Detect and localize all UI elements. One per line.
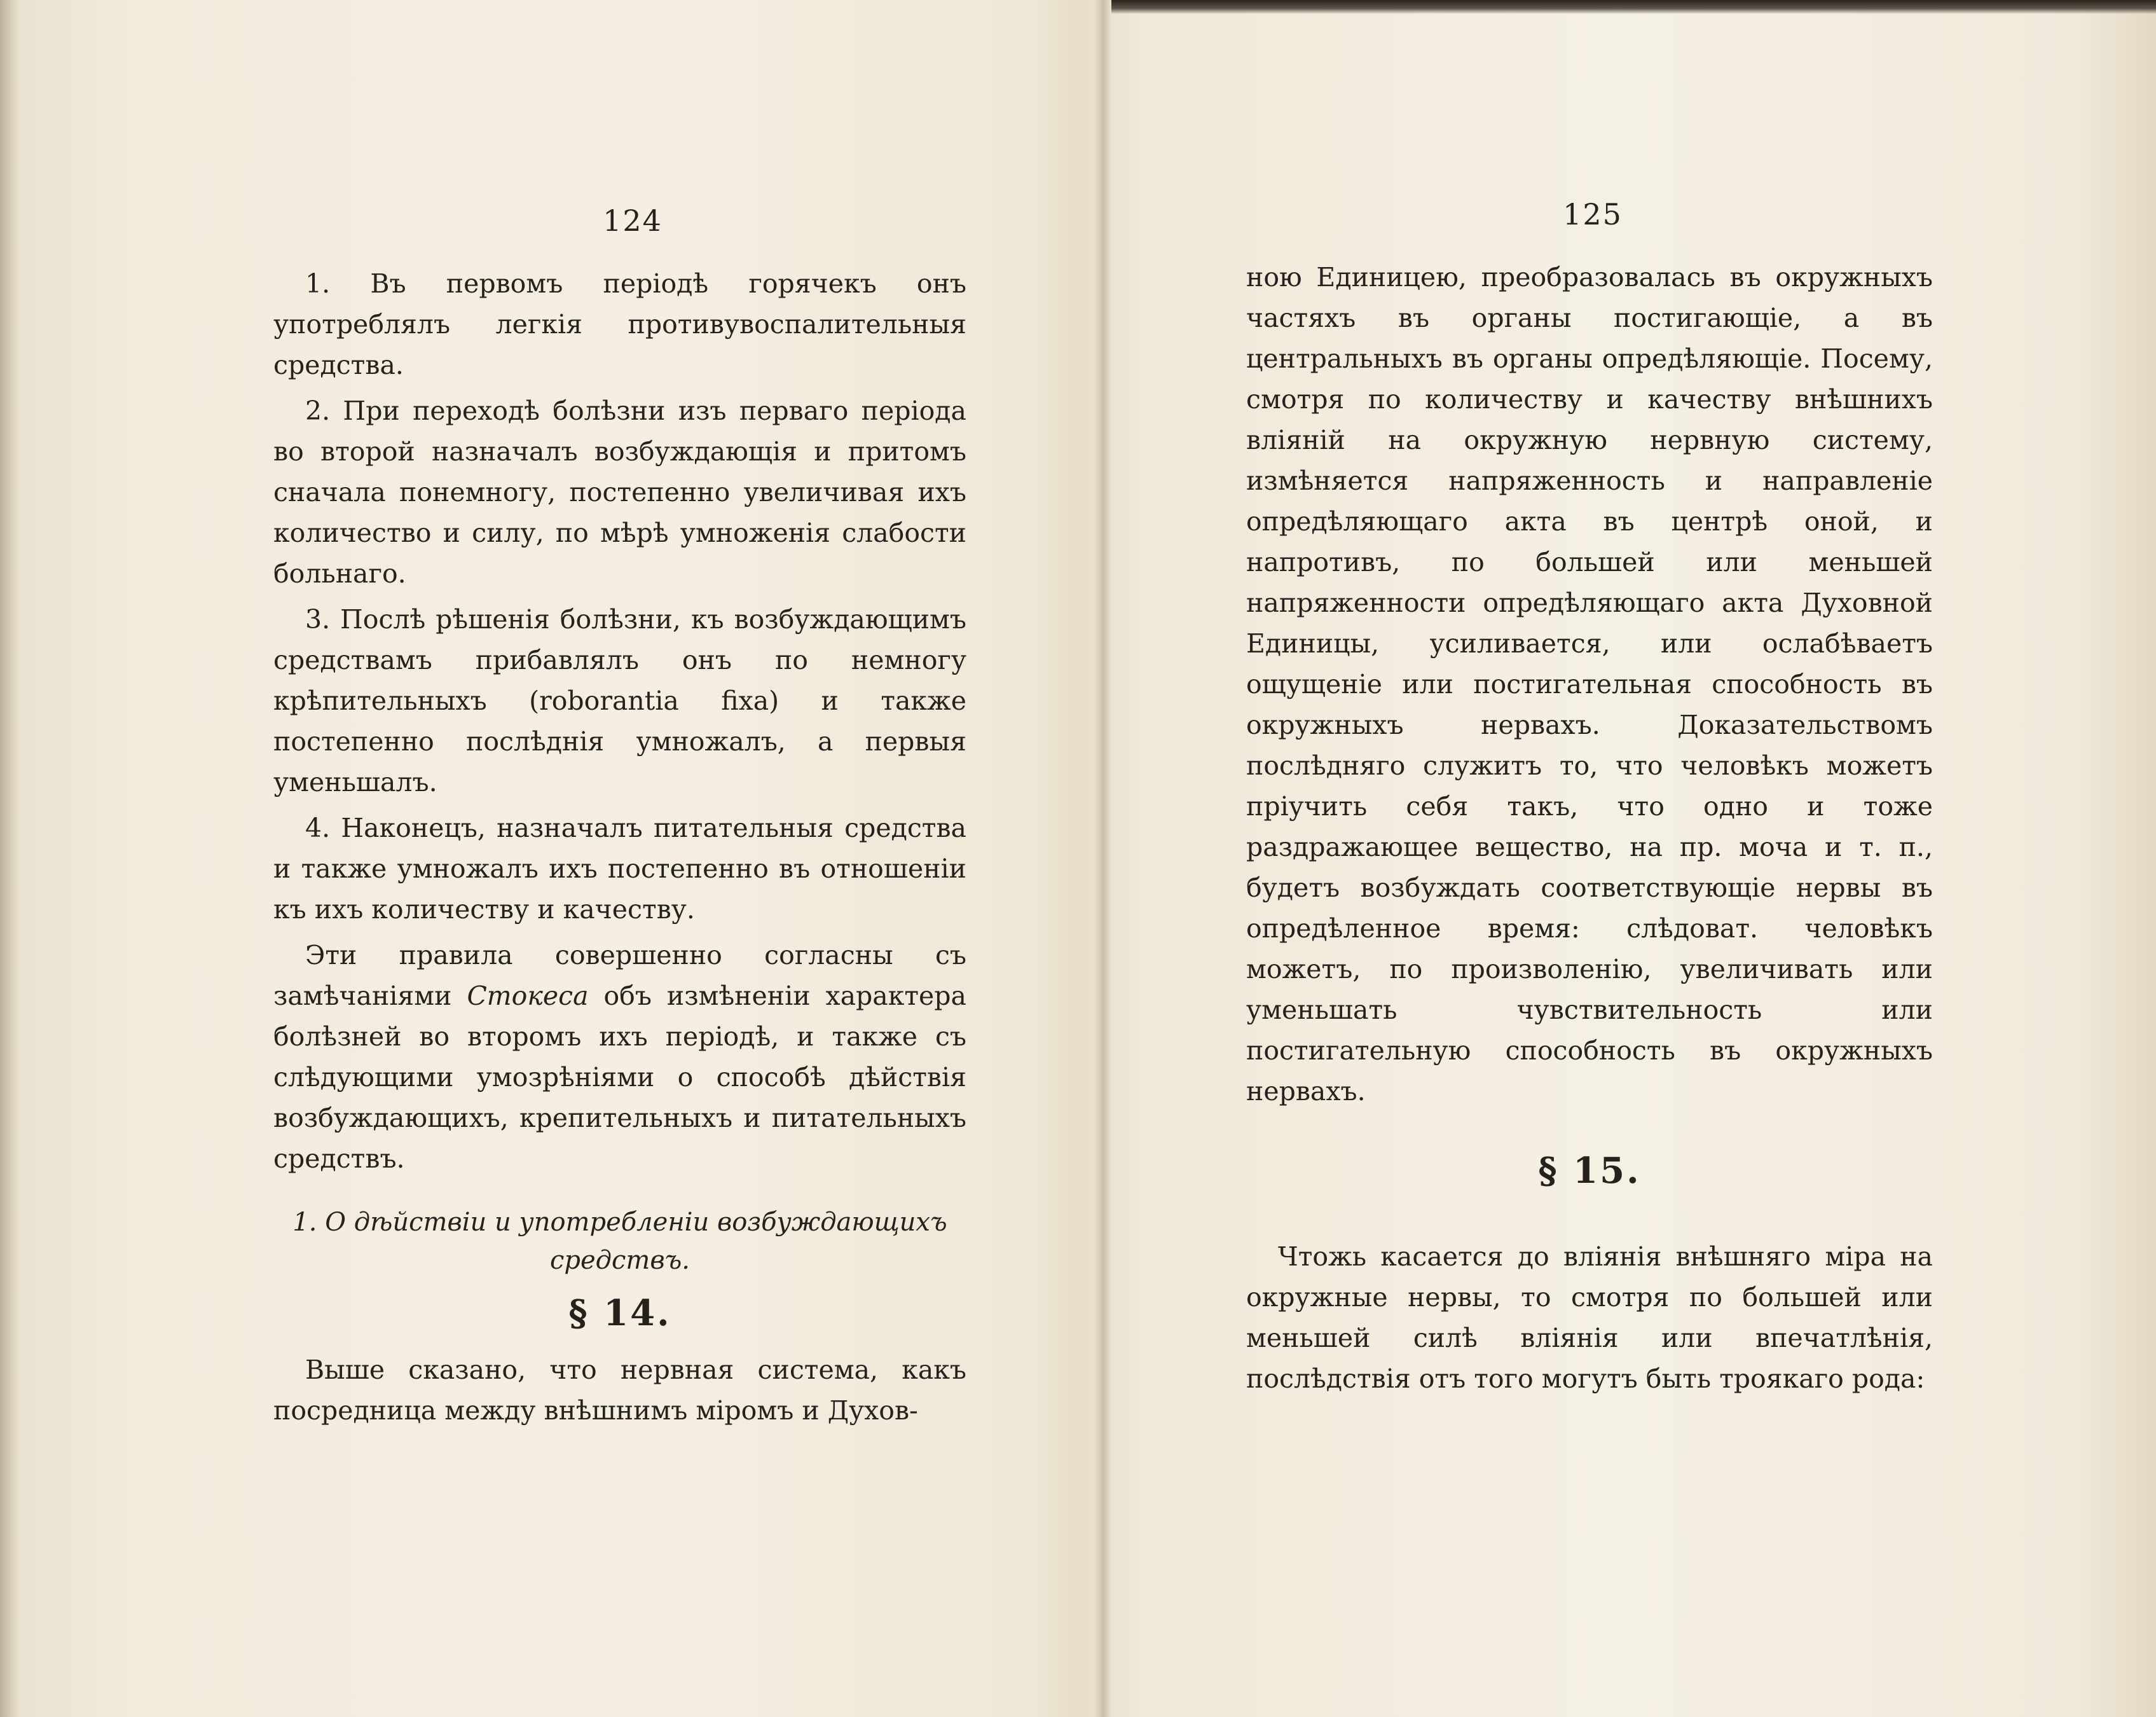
paragraph: Чтожь касается до вліянія внѣшняго міра на окружные нервы, то смотря по большей или меньшей силѣ вліянія или впечатлѣнія, послѣдствія отъ того могутъ быть троякаго рода:	[1246, 1241, 1933, 1394]
emphasized-name: Стокеса	[467, 981, 589, 1011]
page-number: 125	[1563, 197, 1623, 231]
left-page	[273, 203, 966, 1436]
paragraph: 3. Послѣ рѣшенія болѣзни, къ возбуждающимъ средствамъ прибавлялъ онъ по немногу крѣпительныхъ (roborantia fixa) и также постепенно послѣднія умножалъ, а первыя уменьшалъ.	[273, 604, 966, 797]
section-heading: § 14.	[568, 1292, 671, 1334]
paragraph: Выше сказано, что нервная система, какъ посредница между внѣшнимъ міромъ и Духов-	[273, 1355, 966, 1426]
page-edge	[0, 0, 18, 1717]
paragraph: 4. Наконецъ, назначалъ питательныя средства и также умножалъ ихъ постепенно въ отношеніи къ ихъ количеству и качеству.	[273, 813, 966, 925]
subsection-heading: 1. О дѣйствіи и употребленіи возбуждающихъ средствъ.	[292, 1208, 947, 1275]
paragraph-text: объ измѣненіи характера болѣзней во второмъ ихъ періодѣ, и также съ слѣдующими умозрѣніями о способѣ дѣйствія возбуждающихъ, крепительныхъ и питательныхъ средствъ.	[273, 981, 966, 1174]
paragraph: ною Единицею, преобразовалась въ окружныхъ частяхъ въ органы постигающіе, а въ центральныхъ въ органы опредѣляющіе. Посему, смотря по количеству и качеству внѣшнихъ вліяній на окружную нервную систему, измѣняется напряженность и направленіе опредѣляющаго акта въ центрѣ оной, и напротивъ, по большей или меньшей напряженности опредѣляющаго акта Духовной Единицы, усиливается, или ослабѣваетъ ощущеніе или постигательная способность въ окружныхъ нервахъ. Доказательствомъ послѣдняго служитъ то, что человѣкъ можетъ пріучить себя такъ, что одно и тоже раздражающее вещество, на пр. моча и т. п., будетъ возбуждать соответствующіе нервы въ опредѣленное время: слѣдоват. человѣкъ можетъ, по произволенію, увеличивать или уменьшать чувствительность или постигательную способность въ окружныхъ нервахъ.	[1246, 262, 1933, 1107]
right-page	[1246, 197, 1933, 1404]
scan-border	[1111, 0, 2156, 14]
paragraph	[273, 935, 966, 1179]
paragraph: 2. При переходѣ болѣзни изъ перваго періода во второй назначалъ возбуждающія и притомъ сначала понемногу, постепенно увеличивая ихъ количество и силу, по мѣрѣ умноженія слабости больнаго.	[273, 396, 966, 589]
book-gutter	[1095, 0, 1111, 1717]
page-number: 124	[603, 203, 663, 238]
paragraph: 1. Въ первомъ періодѣ горячекъ онъ употреблялъ легкія противувоспалительныя средства.	[273, 268, 966, 380]
section-heading: § 15.	[1538, 1150, 1641, 1192]
paragraph-text: Эти правила совершенно согласны съ замѣчаніями	[273, 940, 966, 1011]
